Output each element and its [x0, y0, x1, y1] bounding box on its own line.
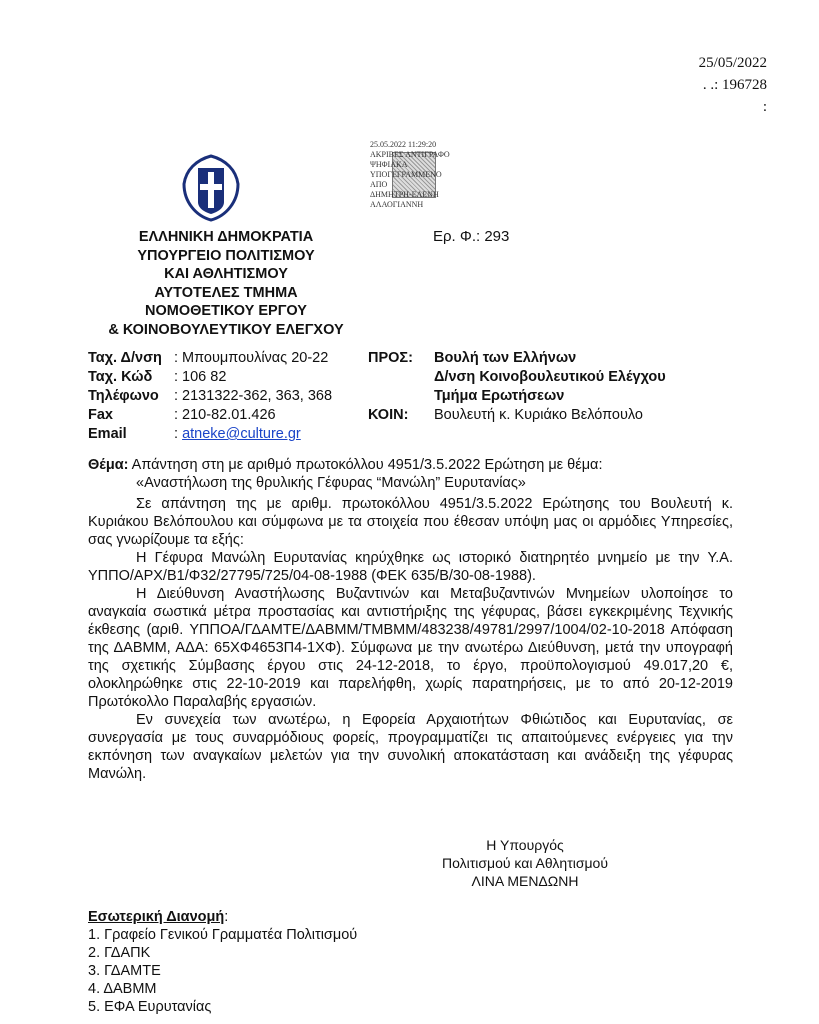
subject-line: Απάντηση στη με αριθμό πρωτοκόλλου 4951/3.5.2022 Ερώτηση με θέμα:: [128, 457, 603, 473]
distribution-item: 4. ΔΑΒΜΜ: [88, 981, 157, 997]
protocol-colon: :: [762, 99, 767, 115]
distribution-colon: :: [224, 909, 229, 925]
address-value: : Μπουμπουλίνας 20-22: [174, 350, 329, 366]
email-colon: :: [174, 426, 179, 442]
digital-signature-stamp: [370, 140, 460, 210]
ministry-line: ΕΛΛΗΝΙΚΗ ΔΗΜΟΚΡΑΤΙΑ: [138, 229, 314, 245]
stamp-text: ΑΛΑΟΓΙΑΝΝΗ: [370, 200, 424, 209]
postal-label: Ταχ. Κώδ: [88, 369, 153, 385]
to-label: ΠΡΟΣ:: [368, 350, 413, 366]
body-paragraph: Η Γέφυρα Μανώλη Ευρυτανίας κηρύχθηκε ως ιστορικό διατηρητέο μνημείο με την Υ.Α. ΥΠΠΟ/ΑΡΧ/Β1/Φ32/27795/725/04-08-1988 (ΦΕΚ 635/Β/30-08-1988).: [88, 550, 733, 584]
body-paragraph: Σε απάντηση της με αριθμ. πρωτοκόλλου 4951/3.5.2022 Ερώτησης του Βουλευτή κ. Κυριάκου Βελόπουλου και σύμφωνα με τα στοιχεία που έθεσαν υπόψη μας οι αρμόδιες Υπηρεσίες, σας γνωρίζουμε τα εξής:: [88, 496, 733, 548]
signature-block: [400, 836, 650, 890]
signatory-title: Η Υπουργός: [486, 837, 564, 853]
email-label: Email: [88, 426, 127, 442]
distribution-item: 3. ΓΔΑΜΤΕ: [88, 963, 161, 979]
postal-value: : 106 82: [174, 369, 227, 385]
recipients-block: [368, 349, 666, 425]
subject-block: [88, 456, 733, 492]
subject-label: Θέμα:: [88, 457, 129, 473]
to-recipient: Τμήμα Ερωτήσεων: [434, 388, 565, 404]
signatory-name: ΛΙΝΑ ΜΕΝΔΩΝΗ: [471, 873, 579, 889]
fax-value: : 210-82.01.426: [174, 407, 276, 423]
stamp-text: ΑΠΟ: [370, 180, 388, 189]
distribution-item: 2. ΓΔΑΠΚ: [88, 945, 151, 961]
ministry-line: ΥΠΟΥΡΓΕΙΟ ΠΟΛΙΤΙΣΜΟΥ: [137, 247, 315, 264]
stamp-text: ΥΠΟΓΕΓΡΑΜΜΕΝΟ: [370, 170, 442, 179]
phone-label: Τηλέφωνο: [88, 388, 159, 404]
address-label: Ταχ. Δ/νση: [88, 350, 162, 366]
body-paragraph: Η Διεύθυνση Αναστήλωσης Βυζαντινών και Μεταβυζαντινών Μνημείων υλοποίησε το αναγκαία σωστικά μέτρα προστασίας και αντιστήριξης της γέφυρας, βάσει εγκεκριμένης Τεχνικής έκθεσης (αριθ. ΥΠΠΟΑ/ΓΔΑΜΤΕ/ΔΑΒΜΜ/ΤΜΒΜΜ/483238/49781/2997/1004/02-10-2018 Απόφαση της ΔΑΒΜΜ, ΑΔΑ: 65ΧΦ4653Π4-1ΧΦ). Σύμφωνα με την ανωτέρω Διεύθυνση, μετά την υπογραφή της σχετικής Σύμβασης έργου στις 24-12-2018, το έργο, προϋπολογισμού 49.017,20 €, ολοκληρώθηκε στις 22-10-2019 και παρελήφθη, χωρίς παρατηρήσεις, με το από 20-12-2019 Πρωτόκολλο Παραλαβής εργασιών.: [88, 586, 733, 710]
ministry-header: [96, 228, 356, 339]
ministry-line: ΝΟΜΟΘΕΤΙΚΟΥ ΕΡΓΟΥ: [145, 303, 307, 319]
internal-distribution: [88, 908, 357, 1016]
stamp-datetime: 25.05.2022 11:29:20: [370, 140, 437, 149]
signatory-ministry: Πολιτισμού και Αθλητισμού: [441, 855, 608, 871]
ministry-line: & ΚΟΙΝΟΒΟΥΛΕΥΤΙΚΟΥ ΕΛΕΓΧΟΥ: [108, 321, 344, 338]
ministry-line: ΚΑΙ ΑΘΛΗΤΙΣΜΟΥ: [164, 266, 288, 282]
letter-body: [88, 495, 733, 783]
phone-value: : 2131322-362, 363, 368: [174, 388, 333, 404]
to-recipient: Δ/νση Κοινοβουλευτικού Ελέγχου: [434, 369, 666, 385]
ministry-line: ΑΥΤΟΤΕΛΕΣ ΤΜΗΜΑ: [154, 284, 298, 301]
fax-label: Fax: [88, 407, 113, 423]
cc-label: ΚΟΙΝ:: [368, 407, 409, 423]
distribution-item: 5. ΕΦΑ Ευρυτανίας: [88, 999, 212, 1015]
stamp-text: ΔΗΜΗΤΡΗ-ΕΛΕΝΗ: [370, 190, 439, 199]
subject-title: «Αναστήλωση της θρυλικής Γέφυρας “Μανώλη” Ευρυτανίας»: [136, 475, 526, 491]
contact-block: [88, 349, 332, 444]
file-reference: Ερ. Φ.: 293: [433, 228, 510, 245]
stamp-text: ΑΚΡΙΒΕΣ ΑΝΤΙΓΡΑΦΟ: [370, 150, 450, 159]
stamp-text: ΨΗΦΙΑΚΑ: [370, 160, 408, 169]
greek-coat-of-arms-icon: [176, 152, 246, 222]
distribution-title: Εσωτερική Διανομή: [88, 909, 225, 925]
top-right-header: [699, 52, 767, 118]
to-recipient: Βουλή των Ελλήνων: [434, 350, 577, 366]
cc-recipient: Βουλευτή κ. Κυριάκο Βελόπουλο: [434, 407, 643, 423]
body-paragraph: Εν συνεχεία των ανωτέρω, η Εφορεία Αρχαιοτήτων Φθιώτιδος και Ευρυτανίας, σε συνεργασία με τους συναρμόδιους φορείς, προγραμματίζει τις απαιτούμενες ενέργειες για την εκπόνηση των αναγκαίων μελετών για την συνολική αποκατάσταση και ανάδειξη της γέφυρας Μανώλη.: [88, 712, 733, 782]
distribution-item: 1. Γραφείο Γενικού Γραμματέα Πολιτισμού: [88, 927, 358, 943]
document-date: 25/05/2022: [698, 55, 767, 71]
protocol-number: . .: 196728: [702, 77, 767, 93]
email-link[interactable]: atneke@culture.gr: [182, 426, 301, 442]
